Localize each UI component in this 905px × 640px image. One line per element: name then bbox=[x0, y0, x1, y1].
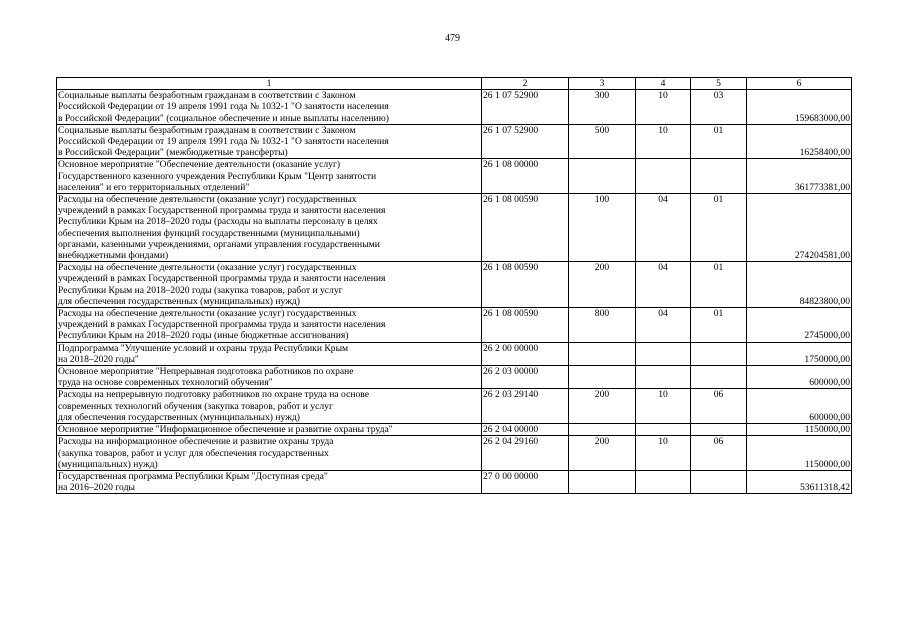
row-col4-cell: 10 bbox=[636, 90, 691, 125]
row-code-cell: 26 2 03 00000 bbox=[482, 366, 569, 389]
row-col3-cell: 800 bbox=[569, 308, 636, 343]
row-name-cell: Основное мероприятие "Информационное обеспечение и развитие охраны труда" bbox=[57, 424, 482, 436]
row-col3-cell: 200 bbox=[569, 262, 636, 308]
row-col5-cell: 06 bbox=[691, 389, 747, 424]
page-number: 479 bbox=[445, 33, 460, 44]
table-row bbox=[57, 194, 852, 262]
table-row bbox=[57, 470, 852, 493]
row-col4-cell: 10 bbox=[636, 436, 691, 471]
row-amount-cell: 361773381,00 bbox=[747, 159, 852, 194]
row-col5-cell bbox=[691, 159, 747, 194]
row-col5-cell bbox=[691, 366, 747, 389]
header-cell: 2 bbox=[482, 78, 569, 90]
row-amount-cell: 159683000,00 bbox=[747, 90, 852, 125]
row-code-cell: 26 1 07 52900 bbox=[482, 90, 569, 125]
row-code-cell: 26 1 08 00590 bbox=[482, 194, 569, 262]
row-col3-cell: 100 bbox=[569, 194, 636, 262]
table-row bbox=[57, 159, 852, 194]
row-name-cell: Социальные выплаты безработным гражданам в соответствии с Законом Российской Федерации от 19 апреля 1991 года № 1032-1 "О занятости населения в Российской Федерации" (межбюджетные трансферты) bbox=[57, 124, 482, 159]
row-amount-cell: 84823800,00 bbox=[747, 262, 852, 308]
row-col4-cell bbox=[636, 342, 691, 365]
budget-table bbox=[56, 77, 852, 494]
row-amount-cell: 1150000,00 bbox=[747, 424, 852, 436]
row-code-cell: 27 0 00 00000 bbox=[482, 470, 569, 493]
row-col5-cell: 06 bbox=[691, 436, 747, 471]
row-col5-cell bbox=[691, 470, 747, 493]
header-cell: 4 bbox=[636, 78, 691, 90]
row-code-cell: 26 2 00 00000 bbox=[482, 342, 569, 365]
row-col5-cell: 01 bbox=[691, 308, 747, 343]
row-code-cell: 26 1 08 00000 bbox=[482, 159, 569, 194]
row-name-cell: Государственная программа Республики Крым "Доступная среда" на 2016–2020 годы bbox=[57, 470, 482, 493]
row-col4-cell: 04 bbox=[636, 262, 691, 308]
row-col3-cell: 500 bbox=[569, 124, 636, 159]
table-row bbox=[57, 262, 852, 308]
row-code-cell: 26 2 04 29160 bbox=[482, 436, 569, 471]
row-col3-cell: 200 bbox=[569, 389, 636, 424]
row-code-cell: 26 1 07 52900 bbox=[482, 124, 569, 159]
row-col5-cell: 01 bbox=[691, 262, 747, 308]
row-col4-cell bbox=[636, 470, 691, 493]
row-code-cell: 26 1 08 00590 bbox=[482, 262, 569, 308]
row-col5-cell: 03 bbox=[691, 90, 747, 125]
row-name-cell: Основное мероприятие "Обеспечение деятельности (оказание услуг) Государственного казенного учреждения Республики Крым "Центр занятости населения" и его территориальных отделений" bbox=[57, 159, 482, 194]
row-name-cell: Расходы на непрерывную подготовку работников по охране труда на основе современных технологий обучения (закупка товаров, работ и услуг для обеспечения государственных (муниципальных) нужд) bbox=[57, 389, 482, 424]
row-col4-cell bbox=[636, 424, 691, 436]
row-col3-cell bbox=[569, 366, 636, 389]
header-cell: 6 bbox=[747, 78, 852, 90]
row-amount-cell: 600000,00 bbox=[747, 389, 852, 424]
row-amount-cell: 1750000,00 bbox=[747, 342, 852, 365]
row-amount-cell: 1150000,00 bbox=[747, 436, 852, 471]
row-col5-cell bbox=[691, 342, 747, 365]
header-cell: 3 bbox=[569, 78, 636, 90]
row-col4-cell: 10 bbox=[636, 124, 691, 159]
row-col4-cell bbox=[636, 159, 691, 194]
row-col5-cell: 01 bbox=[691, 194, 747, 262]
row-col4-cell: 10 bbox=[636, 389, 691, 424]
row-code-cell: 26 1 08 00590 bbox=[482, 308, 569, 343]
row-name-cell: Расходы на обеспечение деятельности (оказание услуг) государственных учреждений в рамках Государственной программы труда и занятости населения Республики Крым на 2018–2020 годы (закупка товаров, работ и услуг для обеспечения государственных (муниципальных) нужд) bbox=[57, 262, 482, 308]
row-col5-cell bbox=[691, 424, 747, 436]
row-col3-cell bbox=[569, 159, 636, 194]
row-col5-cell: 01 bbox=[691, 124, 747, 159]
header-cell: 5 bbox=[691, 78, 747, 90]
row-amount-cell: 600000,00 bbox=[747, 366, 852, 389]
row-amount-cell: 16258400,00 bbox=[747, 124, 852, 159]
table-row bbox=[57, 389, 852, 424]
row-code-cell: 26 2 04 00000 bbox=[482, 424, 569, 436]
table-row bbox=[57, 424, 852, 436]
row-amount-cell: 2745000,00 bbox=[747, 308, 852, 343]
table-row bbox=[57, 342, 852, 365]
table-header-row bbox=[57, 78, 852, 90]
table-row bbox=[57, 308, 852, 343]
table-row bbox=[57, 90, 852, 125]
row-col3-cell bbox=[569, 470, 636, 493]
row-col3-cell bbox=[569, 424, 636, 436]
table-body bbox=[57, 78, 852, 494]
row-col3-cell: 300 bbox=[569, 90, 636, 125]
row-name-cell: Расходы на обеспечение деятельности (оказание услуг) государственных учреждений в рамках Государственной программы труда и занятости населения Республики Крым на 2018–2020 годы (иные бюджетные ассигнования) bbox=[57, 308, 482, 343]
table-row bbox=[57, 124, 852, 159]
row-code-cell: 26 2 03 29140 bbox=[482, 389, 569, 424]
row-name-cell: Социальные выплаты безработным гражданам в соответствии с Законом Российской Федерации от 19 апреля 1991 года № 1032-1 "О занятости населения в Российской Федерации" (социальное обеспечение и иные выплаты населению) bbox=[57, 90, 482, 125]
row-name-cell: Основное мероприятие "Непрерывная подготовка работников по охране труда на основе современных технологий обучения" bbox=[57, 366, 482, 389]
row-col3-cell: 200 bbox=[569, 436, 636, 471]
row-name-cell: Расходы на информационное обеспечение и развитие охраны труда (закупка товаров, работ и услуг для обеспечения государственных (муниципальных) нужд) bbox=[57, 436, 482, 471]
row-col3-cell bbox=[569, 342, 636, 365]
row-col4-cell bbox=[636, 366, 691, 389]
table-row bbox=[57, 366, 852, 389]
row-amount-cell: 53611318,42 bbox=[747, 470, 852, 493]
row-amount-cell: 274204581,00 bbox=[747, 194, 852, 262]
header-cell: 1 bbox=[57, 78, 482, 90]
table-row bbox=[57, 436, 852, 471]
row-name-cell: Расходы на обеспечение деятельности (оказание услуг) государственных учреждений в рамках Государственной программы труда и занятости населения Республики Крым на 2018–2020 годы (расходы на выплаты персоналу в целях обеспечения выполнения функций государственными (муниципальными) органами, казенными учреждениями, органами управления государственными внебюджетными фондами) bbox=[57, 194, 482, 262]
row-name-cell: Подпрограмма "Улучшение условий и охраны труда Республики Крым на 2018–2020 годы" bbox=[57, 342, 482, 365]
row-col4-cell: 04 bbox=[636, 194, 691, 262]
row-col4-cell: 04 bbox=[636, 308, 691, 343]
